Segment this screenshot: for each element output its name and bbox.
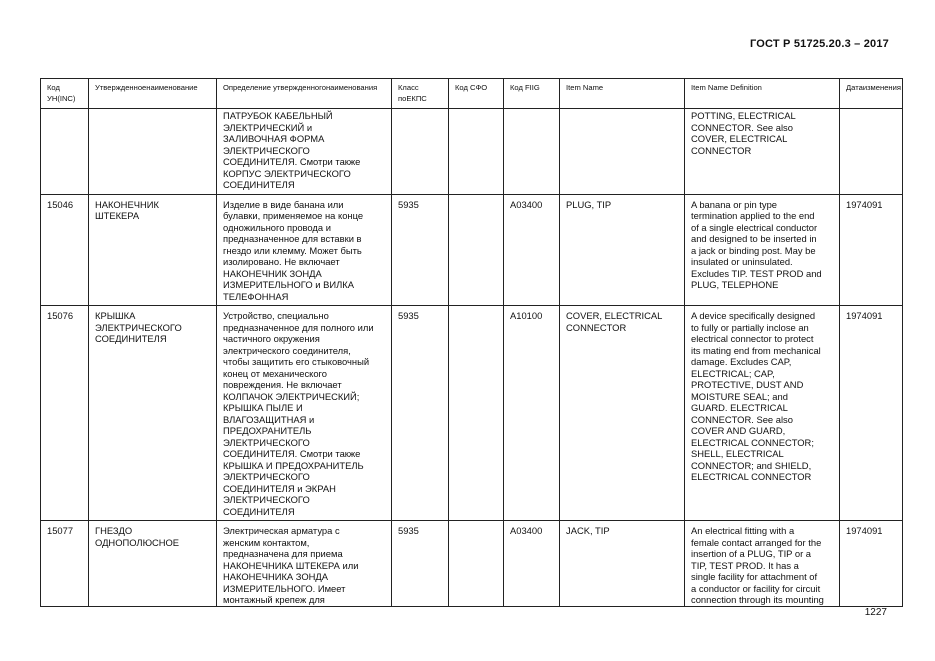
cell-text-line: женским контактом, — [223, 536, 310, 548]
cell-item-name-definition — [685, 109, 840, 195]
column-header-line: Утвержденное — [95, 83, 147, 92]
cell-text-line: Устройство, специально — [223, 310, 329, 321]
cell-text-line: ЭЛЕКТРИЧЕСКОГО — [223, 494, 310, 505]
cell-text-line: 1974091 — [846, 310, 883, 321]
cell-text-line: COVER, ELECTRICAL — [691, 133, 788, 144]
cell-ekps-class — [392, 306, 449, 521]
cell-item-name-definition — [685, 194, 840, 306]
cell-text-line: 15077 — [47, 525, 74, 536]
column-header-line: Код FIIG — [510, 83, 540, 92]
cell-text-line: ELECTRICAL CONNECTOR; — [691, 436, 814, 448]
column-header-line: изменения — [862, 83, 901, 92]
cell-text-line: ЭЛЕКТРИЧЕСКОГО — [95, 321, 182, 333]
cell-text-line: СОЕДИНИТЕЛЯ — [223, 179, 295, 190]
cell-text-line: ЭЛЕКТРИЧЕСКИЙ и — [223, 121, 313, 133]
cell-text-line: ЗАЛИВОЧНАЯ ФОРМА — [223, 133, 325, 144]
cell-text-line: connection through its mounting — [691, 594, 824, 605]
cell-text-line: монтажный крепеж для — [223, 594, 325, 605]
cell-text-line: ЭЛЕКТРИЧЕСКОГО — [223, 144, 310, 156]
cell-text-line: повреждения. Не включает — [223, 379, 342, 390]
cell-inc-code — [41, 306, 89, 521]
cell-item-name-definition — [685, 521, 840, 607]
cell-change-date — [840, 194, 903, 306]
cell-text-line: CONNECTOR. See also — [691, 121, 793, 133]
cell-text-line: its mating end from mechanical — [691, 344, 821, 356]
table-row — [41, 109, 903, 195]
cell-text-line: ОДНОПОЛЮСНОЕ — [95, 536, 180, 548]
cell-text-line: GUARD. ELECTRICAL — [691, 402, 788, 413]
column-header-line: Код УН — [47, 83, 60, 103]
cell-approved-name — [89, 194, 217, 306]
cell-text-line: a conductor or facility for circuit — [691, 582, 821, 594]
column-header-line: Код СФО — [455, 83, 488, 92]
table-row — [41, 521, 903, 607]
column-header-item-name-definition — [685, 79, 840, 109]
cell-text-line: PROTECTIVE, DUST AND — [691, 379, 804, 390]
cell-text-line: electrical connector to protect — [691, 333, 814, 344]
cell-text-line: A03400 — [510, 525, 543, 536]
cell-change-date — [840, 306, 903, 521]
table-row — [41, 194, 903, 306]
cell-text-line: A10100 — [510, 310, 543, 321]
cell-text-line: CONNECTOR. See also — [691, 413, 793, 425]
cell-fiig-code — [504, 306, 560, 521]
column-header-line: Определение утвержденного — [223, 83, 326, 92]
cell-text-line: ЭЛЕКТРИЧЕСКОГО — [223, 471, 310, 482]
cell-text-line: damage. Excludes CAP, — [691, 356, 792, 367]
cell-text-line: электрического соединителя, — [223, 344, 351, 356]
column-header-ekps-class — [392, 79, 449, 109]
cell-text-line: СОЕДИНИТЕЛЯ. Смотри также — [223, 156, 361, 167]
cell-text-line: НАКОНЕЧНИКА ЗОНДА — [223, 571, 328, 582]
cell-approved-name — [89, 109, 217, 195]
cell-text-line: A device specifically designed — [691, 310, 816, 321]
cell-text-line: СОЕДИНИТЕЛЯ. Смотри также — [223, 448, 361, 459]
cell-text-line: изолировано. Не включает — [223, 256, 340, 267]
cell-inc-code — [41, 109, 89, 195]
cell-change-date — [840, 521, 903, 607]
cell-text-line: КРЫШКА — [95, 310, 136, 321]
cell-text-line: конец от механического — [223, 367, 327, 379]
cell-text-line: CONNECTOR — [566, 321, 627, 333]
cell-fiig-code — [504, 194, 560, 306]
cell-text-line: 5935 — [398, 310, 419, 321]
cell-name-definition — [217, 306, 392, 521]
cell-text-line: 15046 — [47, 198, 74, 210]
cell-text-line: ИЗМЕРИТЕЛЬНОГО и ВИЛКА — [223, 279, 354, 290]
cell-text-line: PLUG, TELEPHONE — [691, 279, 779, 290]
cell-text-line: to fully or partially inclose an — [691, 321, 809, 333]
cell-text-line: чтобы защитить его стыковочный — [223, 356, 370, 367]
column-header-line: ЕКПС — [406, 93, 427, 103]
cell-text-line: КРЫШКА И ПРЕДОХРАНИТЕЛЬ — [223, 459, 364, 471]
cell-text-line: ИЗМЕРИТЕЛЬНОГО. Имеет — [223, 582, 346, 594]
column-header-fiig-code — [504, 79, 560, 109]
cell-text-line: КОЛПАЧОК ЭЛЕКТРИЧЕСКИЙ; — [223, 390, 360, 402]
cell-name-definition — [217, 521, 392, 607]
cell-fiig-code — [504, 109, 560, 195]
cell-text-line: POTTING, ELECTRICAL — [691, 110, 796, 121]
cell-item-name — [560, 109, 685, 195]
cell-sfo-code — [449, 306, 504, 521]
cell-text-line: гнездо или клемму. Может быть — [223, 244, 362, 256]
cell-text-line: НАКОНЕЧНИК — [95, 198, 159, 210]
column-header-line: Дата — [846, 83, 863, 92]
cell-name-definition — [217, 109, 392, 195]
cell-text-line: одножильного провода и — [223, 221, 331, 233]
cell-text-line: 1974091 — [846, 525, 883, 536]
cell-text-line: НАКОНЕЧНИК ЗОНДА — [223, 267, 322, 279]
cell-item-name — [560, 521, 685, 607]
cell-text-line: КРЫШКА ПЫЛЕ И — [223, 402, 303, 413]
cell-inc-code — [41, 194, 89, 306]
cell-text-line: предназначена для приема — [223, 548, 343, 559]
cell-text-line: a jack or binding post. May be — [691, 244, 816, 256]
cell-text-line: COVER, ELECTRICAL — [566, 310, 663, 321]
cell-text-line: 5935 — [398, 525, 419, 536]
column-header-line: наименования — [325, 83, 378, 92]
cell-text-line: PLUG, TIP — [566, 198, 612, 210]
cell-text-line: СОЕДИНИТЕЛЯ — [223, 505, 295, 517]
column-header-item-name — [560, 79, 685, 109]
standard-designation: ГОСТ Р 51725.20.3 – 2017 — [749, 38, 889, 50]
column-header-line: (INC) — [57, 93, 76, 103]
cell-text-line: СОЕДИНИТЕЛЯ и ЭКРАН — [223, 482, 336, 494]
cell-text-line: КОРПУС ЭЛЕКТРИЧЕСКОГО — [223, 167, 351, 179]
column-header-approved-name — [89, 79, 217, 109]
cell-text-line: НАКОНЕЧНИКА ШТЕКЕРА или — [223, 559, 359, 571]
cell-inc-code — [41, 521, 89, 607]
column-header-inc-code — [41, 79, 89, 109]
cell-text-line: termination applied to the end — [691, 210, 815, 221]
page-number: 1227 — [864, 607, 887, 618]
cell-item-name — [560, 194, 685, 306]
cell-text-line: ПРЕДОХРАНИТЕЛЬ — [223, 425, 312, 436]
cell-text-line: Изделие в виде банана или — [223, 198, 344, 210]
column-header-line: Item Name Definition — [691, 83, 762, 92]
cell-text-line: female contact arranged for the — [691, 536, 822, 548]
cell-fiig-code — [504, 521, 560, 607]
cell-text-line: insertion of a PLUG, TIP or a — [691, 548, 812, 559]
cell-text-line: A banana or pin type — [691, 198, 778, 210]
column-header-line: Класс по — [398, 83, 419, 103]
table-body — [41, 109, 903, 607]
cell-item-name — [560, 306, 685, 521]
cell-change-date — [840, 109, 903, 195]
cell-text-line: ПАТРУБОК КАБЕЛЬНЫЙ — [223, 110, 333, 121]
cell-text-line: SHELL, ELECTRICAL — [691, 448, 784, 459]
cell-text-line: ELECTRICAL CONNECTOR — [691, 471, 812, 482]
table-row — [41, 306, 903, 521]
cell-sfo-code — [449, 194, 504, 306]
cell-text-line: предназначенное для вставки в — [223, 233, 362, 244]
cell-text-line: CONNECTOR — [691, 144, 752, 156]
cell-text-line: TIP, TEST PROD. It has a — [691, 559, 799, 571]
column-header-line: Item Name — [566, 83, 604, 92]
cell-text-line: An electrical fitting with a — [691, 525, 795, 536]
cell-text-line: A03400 — [510, 198, 543, 210]
cell-text-line: single facility for attachment of — [691, 571, 818, 582]
column-header-sfo-code — [449, 79, 504, 109]
cell-text-line: ШТЕКЕРА — [95, 210, 140, 221]
cell-item-name-definition — [685, 306, 840, 521]
column-header-name-definition — [217, 79, 392, 109]
cell-text-line: MOISTURE SEAL; and — [691, 390, 788, 402]
cell-text-line: CONNECTOR; and SHIELD, — [691, 459, 812, 471]
cell-sfo-code — [449, 521, 504, 607]
cell-text-line: предназначенное для полного или — [223, 321, 374, 333]
cell-name-definition — [217, 194, 392, 306]
cell-text-line: ГНЕЗДО — [95, 525, 133, 536]
cell-text-line: 15076 — [47, 310, 74, 321]
cell-text-line: булавки, применяемое на конце — [223, 210, 364, 221]
cell-approved-name — [89, 306, 217, 521]
cell-ekps-class — [392, 109, 449, 195]
cell-text-line: 1974091 — [846, 198, 883, 210]
cell-text-line: 5935 — [398, 198, 419, 210]
cell-text-line: and designed to be inserted in — [691, 233, 817, 244]
cell-ekps-class — [392, 194, 449, 306]
cell-sfo-code — [449, 109, 504, 195]
cell-text-line: COVER AND GUARD, — [691, 425, 786, 436]
cell-text-line: частичного окружения — [223, 333, 320, 344]
cell-text-line: ELECTRICAL; CAP, — [691, 367, 775, 379]
table-header-row — [41, 79, 903, 109]
cell-text-line: СОЕДИНИТЕЛЯ — [95, 333, 167, 344]
cell-text-line: JACK, TIP — [566, 525, 610, 536]
cell-text-line: Excludes TIP. TEST PROD and — [691, 267, 822, 279]
cell-approved-name — [89, 521, 217, 607]
column-header-line: наименование — [146, 83, 198, 92]
item-name-table — [40, 78, 903, 607]
cell-ekps-class — [392, 521, 449, 607]
cell-text-line: of a single electrical conductor — [691, 221, 818, 233]
cell-text-line: ТЕЛЕФОННАЯ — [223, 290, 289, 302]
column-header-change-date — [840, 79, 903, 109]
cell-text-line: ЭЛЕКТРИЧЕСКОГО — [223, 436, 310, 448]
cell-text-line: insulated or uninsulated. — [691, 256, 793, 267]
cell-text-line: Электрическая арматура с — [223, 525, 340, 536]
cell-text-line: ВЛАГОЗАЩИТНАЯ и — [223, 413, 315, 425]
